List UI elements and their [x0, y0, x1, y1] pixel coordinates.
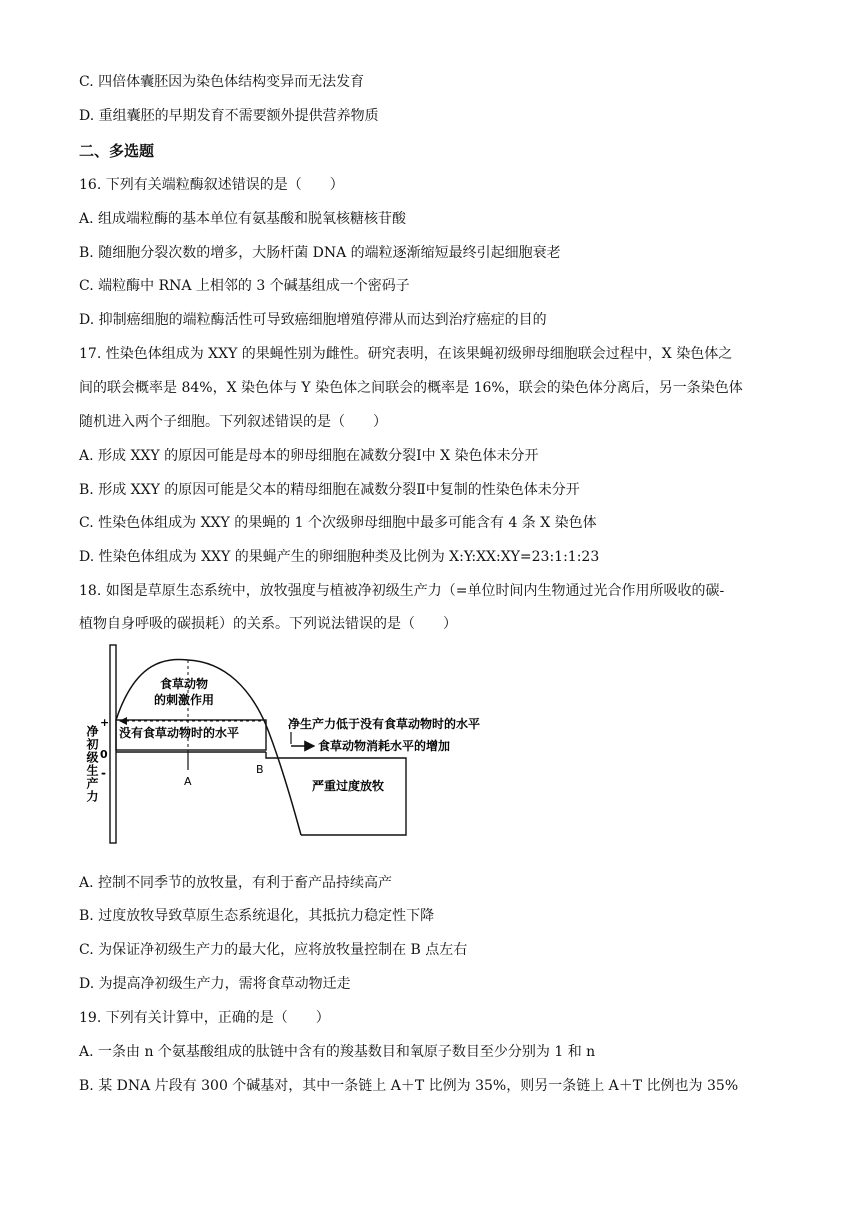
q18-option-b: B. 过度放牧导致草原生态系统退化，其抵抗力稳定性下降 — [79, 908, 435, 924]
q18-option-c: C. 为保证净初级生产力的最大化，应将放牧量控制在 B 点左右 — [79, 942, 468, 958]
zero-label: 0 — [100, 748, 108, 761]
q18-stem-line-2: 植物自身呼吸的碳损耗）的关系。下列说法错误的是（ ） — [79, 616, 457, 632]
q19-stem: 19. 下列有关计算中，正确的是（ ） — [79, 1010, 330, 1026]
q16-option-b: B. 随细胞分裂次数的增多，大肠杆菌 DNA 的端粒逐渐缩短最终引起细胞衰老 — [79, 245, 561, 261]
point-b-label: B — [256, 763, 264, 776]
q19-option-b: B. 某 DNA 片段有 300 个碱基对，其中一条链上 A＋T 比例为 35%，则另一条链上 A＋T 比例也为 35% — [79, 1078, 739, 1094]
q19-option-a: A. 一条由 n 个氨基酸组成的肽链中含有的羧基数目和氧原子数目至少分别为 1 和 n — [79, 1044, 596, 1060]
stimulation-label-line-2: 的刺激作用 — [154, 693, 215, 707]
point-a-label: A — [184, 775, 192, 788]
overgrazing-box — [266, 752, 406, 835]
q16-option-d: D. 抑制癌细胞的端粒酶活性可导致癌细胞增殖停滞从而达到治疗癌症的目的 — [79, 312, 547, 328]
q16-option-c: C. 端粒酶中 RNA 上相邻的 3 个碱基组成一个密码子 — [79, 278, 410, 294]
q15-option-c: C. 四倍体囊胚因为染色体结构变异而无法发育 — [79, 74, 365, 90]
overgrazing-label: 严重过度放牧 — [312, 779, 385, 793]
q16-stem: 16. 下列有关端粒酶叙述错误的是（ ） — [79, 177, 344, 193]
q17-option-b: B. 形成 XXY 的原因可能是父本的精母细胞在减数分裂Ⅱ中复制的性染色体未分开 — [79, 482, 580, 498]
vertical-axis-bar — [110, 645, 116, 843]
q17-option-d: D. 性染色体组成为 XXY 的果蝇产生的卵细胞种类及比例为 X:Y:XX:XY=23:1:1:23 — [79, 549, 600, 565]
grazing-productivity-figure — [76, 640, 536, 855]
q15-option-d: D. 重组囊胚的早期发育不需要额外提供营养物质 — [79, 108, 379, 124]
q18-option-d: D. 为提高净初级生产力，需将食草动物迁走 — [79, 976, 351, 992]
q17-stem-line-3: 随机进入两个子细胞。下列叙述错误的是（ ） — [79, 414, 387, 430]
baseline-label: 没有食草动物时的水平 — [119, 726, 240, 740]
productivity-curve — [116, 660, 301, 835]
q17-stem-line-2: 间的联会概率是 84%，X 染色体与 Y 染色体之间联会的概率是 16%，联会的染色体分离后，另一条染色体 — [79, 380, 743, 396]
q18-option-a: A. 控制不同季节的放牧量，有利于畜产品持续高产 — [79, 875, 393, 891]
q18-stem-line-1: 18. 如图是草原生态系统中，放牧强度与植被净初级生产力（=单位时间内生物通过光合作用所吸收的碳- — [79, 583, 725, 599]
section-title: 二、多选题 — [79, 142, 155, 160]
q17-option-c: C. 性染色体组成为 XXY 的果蝇的 1 个次级卵母细胞中最多可能含有 4 条 X 染色体 — [79, 515, 597, 531]
y-axis-label: 净初级生产力 — [85, 725, 99, 803]
q16-option-a: A. 组成端粒酶的基本单位有氨基酸和脱氧核糖核苷酸 — [79, 211, 407, 227]
minus-sign: - — [101, 766, 106, 780]
y-axis-label-group — [85, 724, 99, 803]
q17-option-a: A. 形成 XXY 的原因可能是母本的卵母细胞在减数分裂Ⅰ中 X 染色体未分开 — [79, 448, 539, 464]
net-lower-label: 净生产力低于没有食草动物时的水平 — [288, 717, 481, 731]
consumption-label: 食草动物消耗水平的增加 — [318, 739, 451, 753]
stimulation-label-line-1: 食草动物 — [160, 677, 209, 691]
plus-sign: + — [100, 716, 110, 729]
q17-stem-line-1: 17. 性染色体组成为 XXY 的果蝇性别为雌性。研究表明，在该果蝇初级卵母细胞联会过程中，X 染色体之 — [79, 346, 733, 362]
